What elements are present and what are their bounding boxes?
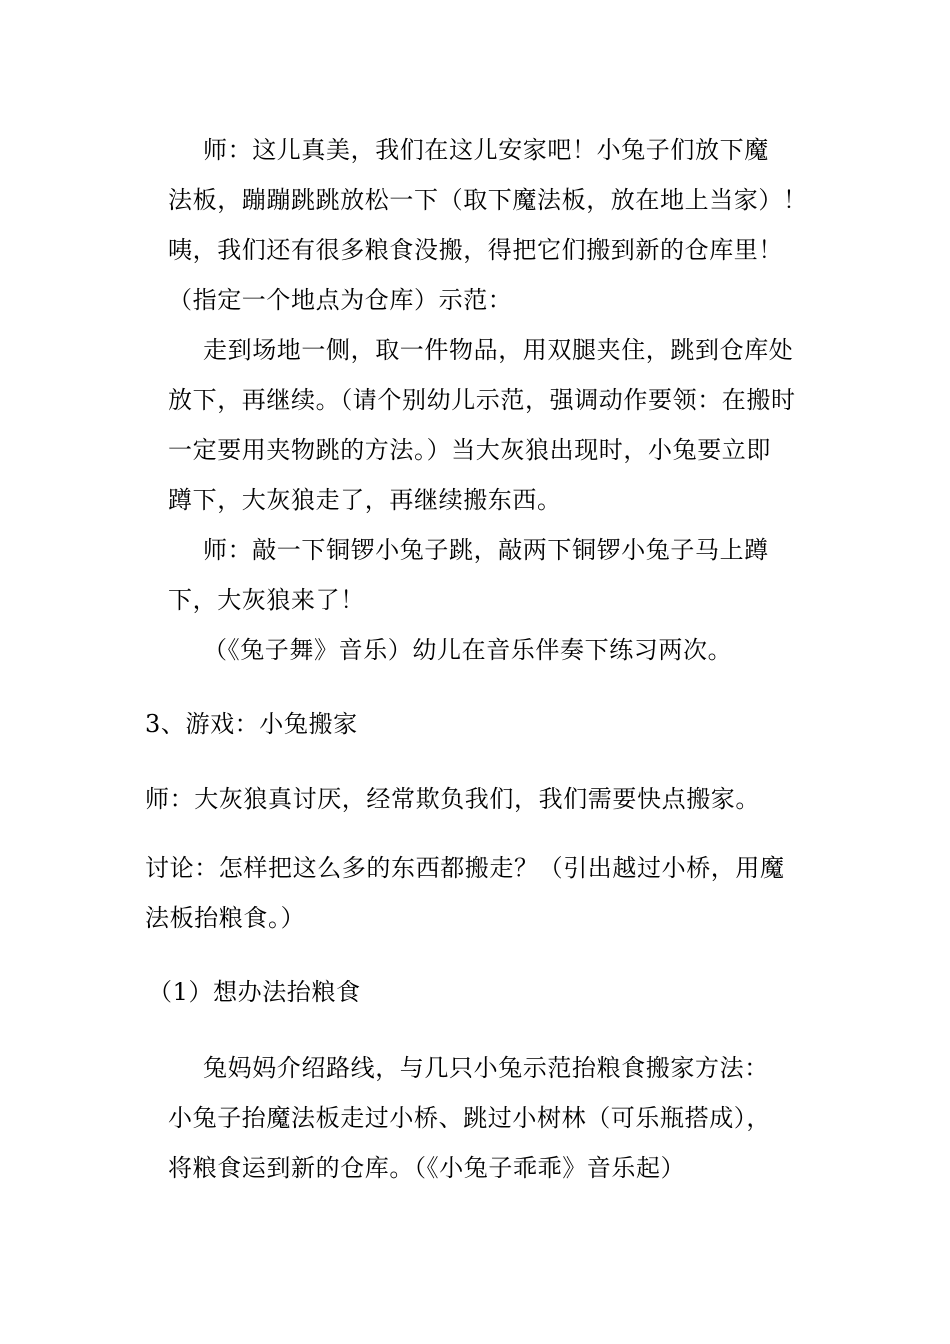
paragraph-line: 师：敲一下铜锣小兔子跳，敲两下铜锣小兔子马上蹲 <box>203 536 769 564</box>
paragraph-line: 将粮食运到新的仓库。（《小兔子乖乖》音乐起） <box>168 1154 686 1182</box>
paragraph-line: 法板抬粮食。） <box>145 904 306 932</box>
paragraph-line: 下，大灰狼来了！ <box>168 586 365 614</box>
paragraph-line: 师：大灰狼真讨厌，经常欺负我们，我们需要快点搬家。 <box>145 785 760 813</box>
subsection-heading: （1）想办法抬粮食 <box>148 978 361 1006</box>
paragraph-line: 放下，再继续。（请个别幼儿示范，强调动作要领：在搬时 <box>168 386 796 414</box>
paragraph-line: 讨论：怎样把这么多的东西都搬走？（引出越过小桥，用魔 <box>145 854 785 882</box>
paragraph-line: 兔妈妈介绍路线，与几只小兔示范抬粮食搬家方法： <box>203 1054 769 1082</box>
paragraph-line: 咦，我们还有很多粮食没搬，得把它们搬到新的仓库里！ <box>168 236 783 264</box>
paragraph-line: 小兔子抬魔法板走过小桥、跳过小树林（可乐瓶搭成）， <box>168 1104 771 1132</box>
paragraph-line: （《兔子舞》音乐）幼儿在音乐伴奏下练习两次。 <box>203 636 733 664</box>
paragraph-line: 法板，蹦蹦跳跳放松一下（取下魔法板，放在地上当家）！ <box>168 186 808 214</box>
paragraph-line: 蹲下，大灰狼走了，再继续搬东西。 <box>168 486 562 514</box>
paragraph-line: 走到场地一侧，取一件物品，用双腿夹住，跳到仓库处 <box>203 336 794 364</box>
section-heading: 3、游戏：小兔搬家 <box>145 710 358 738</box>
paragraph-line: 师：这儿真美，我们在这儿安家吧！小兔子们放下魔 <box>203 136 769 164</box>
paragraph-line: 一定要用夹物跳的方法。）当大灰狼出现时，小兔要立即 <box>168 436 771 464</box>
paragraph-line: （指定一个地点为仓库）示范： <box>168 286 513 314</box>
